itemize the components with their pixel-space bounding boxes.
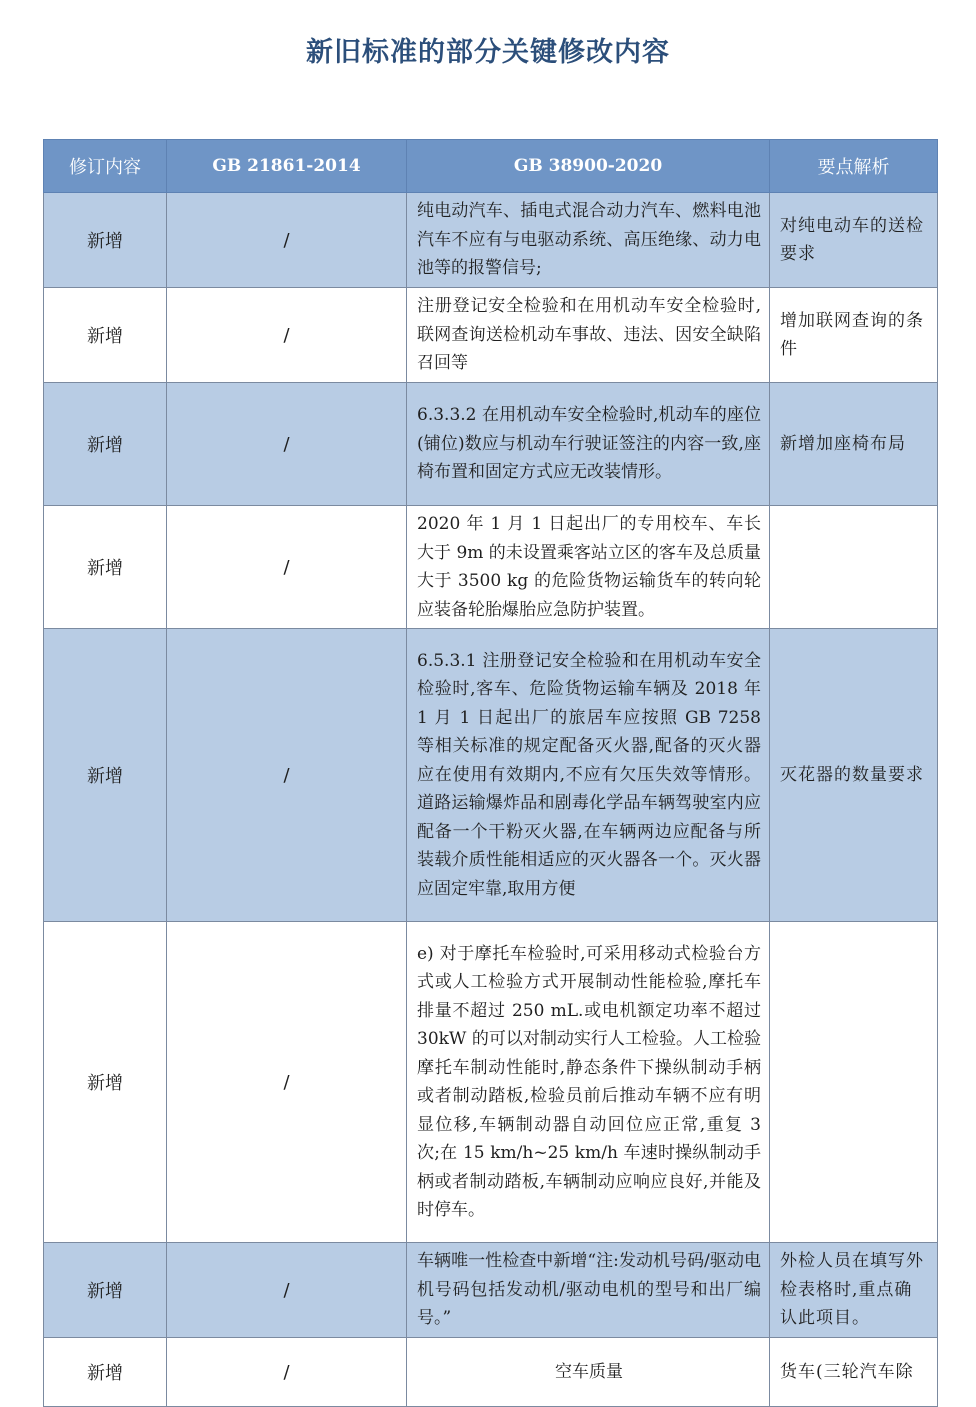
cell-revision-type: 新增 — [44, 922, 167, 1243]
table-row — [44, 922, 938, 1243]
revision-table — [43, 139, 938, 1407]
cell-revision-type: 新增 — [44, 1243, 167, 1338]
cell-old-standard: / — [167, 193, 407, 288]
col-header-new-standard: GB 38900-2020 — [407, 140, 770, 193]
table-row — [44, 1338, 938, 1407]
table-header-row — [44, 140, 938, 193]
table-row — [44, 383, 938, 506]
cell-analysis: 增加联网查询的条件 — [770, 288, 938, 383]
table-row — [44, 1243, 938, 1338]
cell-new-standard: 2020 年 1 月 1 日起出厂的专用校车、车长大于 9m 的未设置乘客站立区的客车及总质量大于 3500 kg 的危险货物运输货车的转向轮应装备轮胎爆胎应急防护装置。 — [407, 506, 770, 629]
cell-new-standard: 车辆唯一性检查中新增“注:发动机号码/驱动电机号码包括发动机/驱动电机的型号和出厂编号。” — [407, 1243, 770, 1338]
table-row — [44, 629, 938, 922]
cell-old-standard: / — [167, 1243, 407, 1338]
cell-old-standard: / — [167, 506, 407, 629]
cell-old-standard: / — [167, 629, 407, 922]
cell-revision-type: 新增 — [44, 383, 167, 506]
cell-old-standard: / — [167, 1338, 407, 1407]
cell-revision-type: 新增 — [44, 629, 167, 922]
cell-old-standard: / — [167, 922, 407, 1243]
cell-analysis: 新增加座椅布局 — [770, 383, 938, 506]
cell-new-standard: e) 对于摩托车检验时,可采用移动式检验台方式或人工检验方式开展制动性能检验,摩托车排量不超过 250 mL.或电机额定功率不超过 30kW 的可以对制动实行人工检验。人工检验摩托车制动性能时,静态条件下操纵制动手柄或者制动踏板,检验员前后推动车辆不应有明显位移,车辆制动器自动回位应正常,重复 3 次;在 15 km/h~25 km/h 车速时操纵制动手柄或者制动踏板,车辆制动应响应良好,并能及时停车。 — [407, 922, 770, 1243]
cell-old-standard: / — [167, 383, 407, 506]
col-header-revision: 修订内容 — [44, 140, 167, 193]
table-row — [44, 506, 938, 629]
cell-analysis: 灭花器的数量要求 — [770, 629, 938, 922]
cell-new-standard: 纯电动汽车、插电式混合动力汽车、燃料电池汽车不应有与电驱动系统、高压绝缘、动力电池等的报警信号; — [407, 193, 770, 288]
cell-revision-type: 新增 — [44, 506, 167, 629]
cell-analysis — [770, 922, 938, 1243]
table-row — [44, 288, 938, 383]
cell-new-standard: 空车质量 — [407, 1338, 770, 1407]
cell-revision-type: 新增 — [44, 193, 167, 288]
cell-revision-type: 新增 — [44, 1338, 167, 1407]
cell-analysis — [770, 506, 938, 629]
cell-old-standard: / — [167, 288, 407, 383]
cell-new-standard: 注册登记安全检验和在用机动车安全检验时,联网查询送检机动车事故、违法、因安全缺陷召回等 — [407, 288, 770, 383]
cell-new-standard: 6.5.3.1 注册登记安全检验和在用机动车安全检验时,客车、危险货物运输车辆及 2018 年 1 月 1 日起出厂的旅居车应按照 GB 7258 等相关标准的规定配备灭火器,配备的灭火器应在使用有效期内,不应有欠压失效等情形。道路运输爆炸品和剧毒化学品车辆驾驶室内应配备一个干粉灭火器,在车辆两边应配备与所装载介质性能相适应的灭火器各一个。灭火器应固定牢靠,取用方便 — [407, 629, 770, 922]
table-row — [44, 193, 938, 288]
cell-analysis: 对纯电动车的送检要求 — [770, 193, 938, 288]
col-header-old-standard: GB 21861-2014 — [167, 140, 407, 193]
page-title: 新旧标准的部分关键修改内容 — [306, 37, 670, 68]
col-header-analysis: 要点解析 — [770, 140, 938, 193]
cell-analysis: 货车(三轮汽车除 — [770, 1338, 938, 1407]
cell-revision-type: 新增 — [44, 288, 167, 383]
cell-analysis: 外检人员在填写外检表格时,重点确认此项目。 — [770, 1243, 938, 1338]
cell-new-standard: 6.3.3.2 在用机动车安全检验时,机动车的座位(铺位)数应与机动车行驶证签注的内容一致,座椅布置和固定方式应无改装情形。 — [407, 383, 770, 506]
